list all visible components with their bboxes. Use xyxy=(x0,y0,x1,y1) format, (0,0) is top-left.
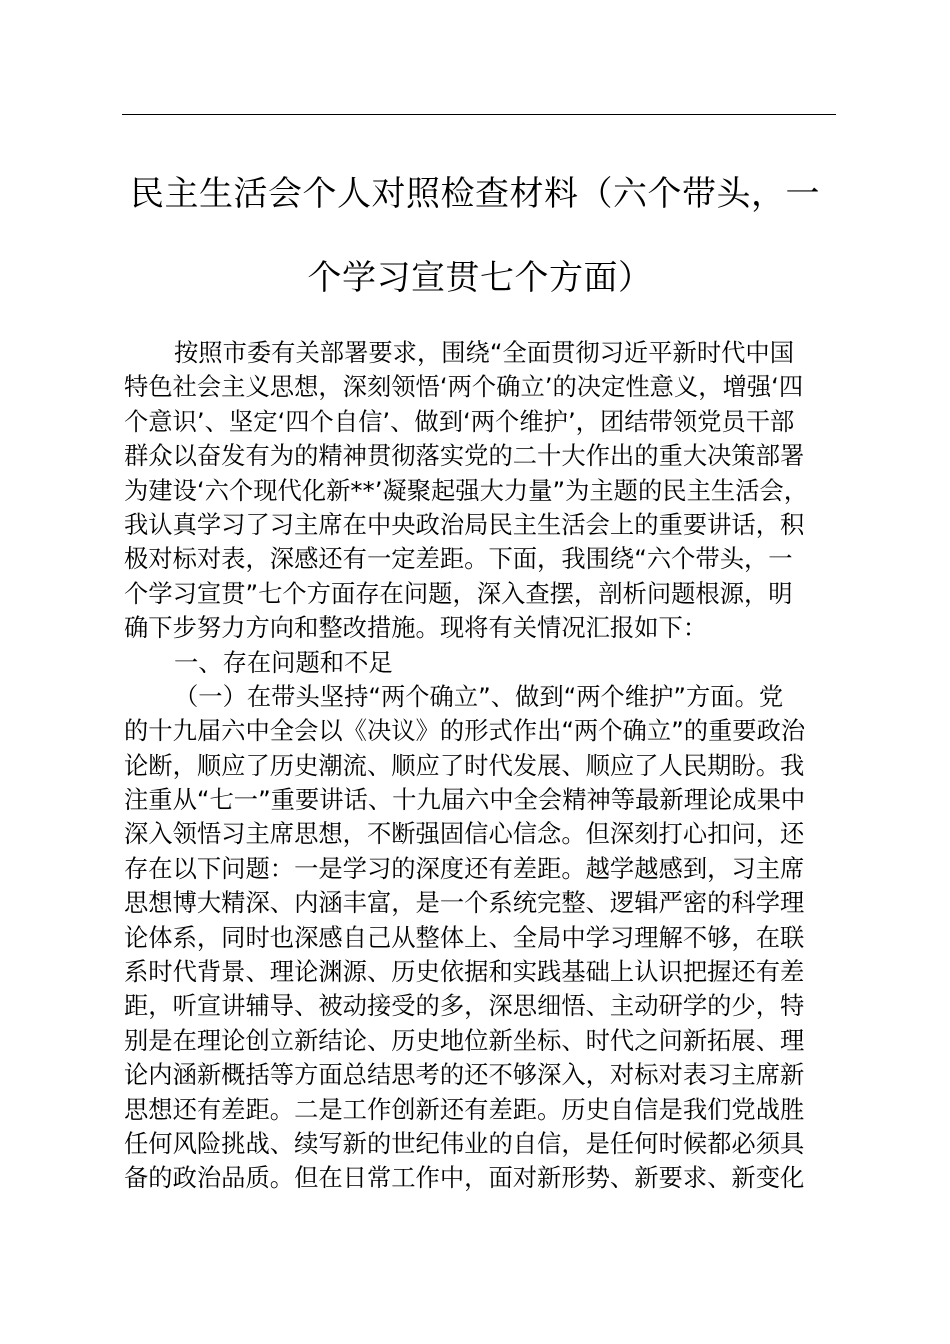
body-line: 的十九届六中全会以《决议》的形式作出“两个确立”的重要政治 xyxy=(124,716,806,746)
body-line: 深入领悟习主席思想，不断强固信心信念。但深刻打心扣问，还 xyxy=(124,819,805,849)
body-line: 论体系，同时也深感自己从整体上、全局中学习理解不够，在联 xyxy=(124,922,805,952)
body-line: 思想博大精深、内涵丰富，是一个系统完整、逻辑严密的科学理 xyxy=(124,888,805,918)
body-line: 个意识’、坚定‘四个自信’、做到‘两个维护’，团结带领党员干部 xyxy=(124,406,795,436)
body-line: 备的政治品质。但在日常工作中，面对新形势、新要求、新变化 xyxy=(124,1163,805,1193)
body-line: 确下步努力方向和整改措施。现将有关情况汇报如下： xyxy=(124,613,708,643)
section-heading: 一、存在问题和不足 xyxy=(174,647,393,677)
body-line: 思想还有差距。二是工作创新还有差距。历史自信是我们党战胜 xyxy=(124,1094,805,1124)
body-line: 任何风险挑战、续写新的世纪伟业的自信，是任何时候都必须具 xyxy=(124,1128,805,1158)
body-line: 我认真学习了习主席在中央政治局民主生活会上的重要讲话，积 xyxy=(124,509,805,539)
title-line-1: 民主生活会个人对照检查材料（六个带头，一 xyxy=(130,174,820,214)
body-line: 论内涵新概括等方面总结思考的还不够深入，对标对表习主席新 xyxy=(124,1060,805,1090)
subsection-heading-line: （一）在带头坚持“两个确立”、做到“两个维护”方面。党 xyxy=(174,681,784,711)
body-line: 系时代背景、理论渊源、历史依据和实践基础上认识把握还有差 xyxy=(124,957,805,987)
body-line: 别是在理论创立新结论、历史地位新坐标、时代之问新拓展、理 xyxy=(124,1025,805,1055)
body-line: 按照市委有关部署要求，围绕“全面贯彻习近平新时代中国 xyxy=(174,338,795,367)
document-title xyxy=(110,170,850,302)
title-line-2: 个学习宣贯七个方面） xyxy=(307,258,653,298)
body-line: 论断，顺应了历史潮流、顺应了时代发展、顺应了人民期盼。我 xyxy=(124,750,805,780)
body-line: 为建设‘六个现代化新**’凝聚起强大力量”为主题的民主生活会， xyxy=(124,475,809,505)
body-line: 群众以奋发有为的精神贯彻落实党的二十大作出的重大决策部署 xyxy=(124,441,805,471)
body-line: 极对标对表，深感还有一定差距。下面，我围绕“六个带头，一 xyxy=(124,544,793,574)
header-rule xyxy=(122,114,836,115)
body-line: 注重从“七一”重要讲话、十九届六中全会精神等最新理论成果中 xyxy=(124,785,806,815)
document-body xyxy=(124,336,840,1196)
body-line: 特色社会主义思想，深刻领悟‘两个确立’的决定性意义，增强‘四 xyxy=(124,372,804,402)
body-line: 距，听宣讲辅导、被动接受的多，深思细悟、主动研学的少，特 xyxy=(124,991,805,1021)
body-line: 个学习宣贯”七个方面存在问题，深入查摆，剖析问题根源，明 xyxy=(124,578,793,608)
body-line: 存在以下问题：一是学习的深度还有差距。越学越感到，习主席 xyxy=(124,853,805,883)
